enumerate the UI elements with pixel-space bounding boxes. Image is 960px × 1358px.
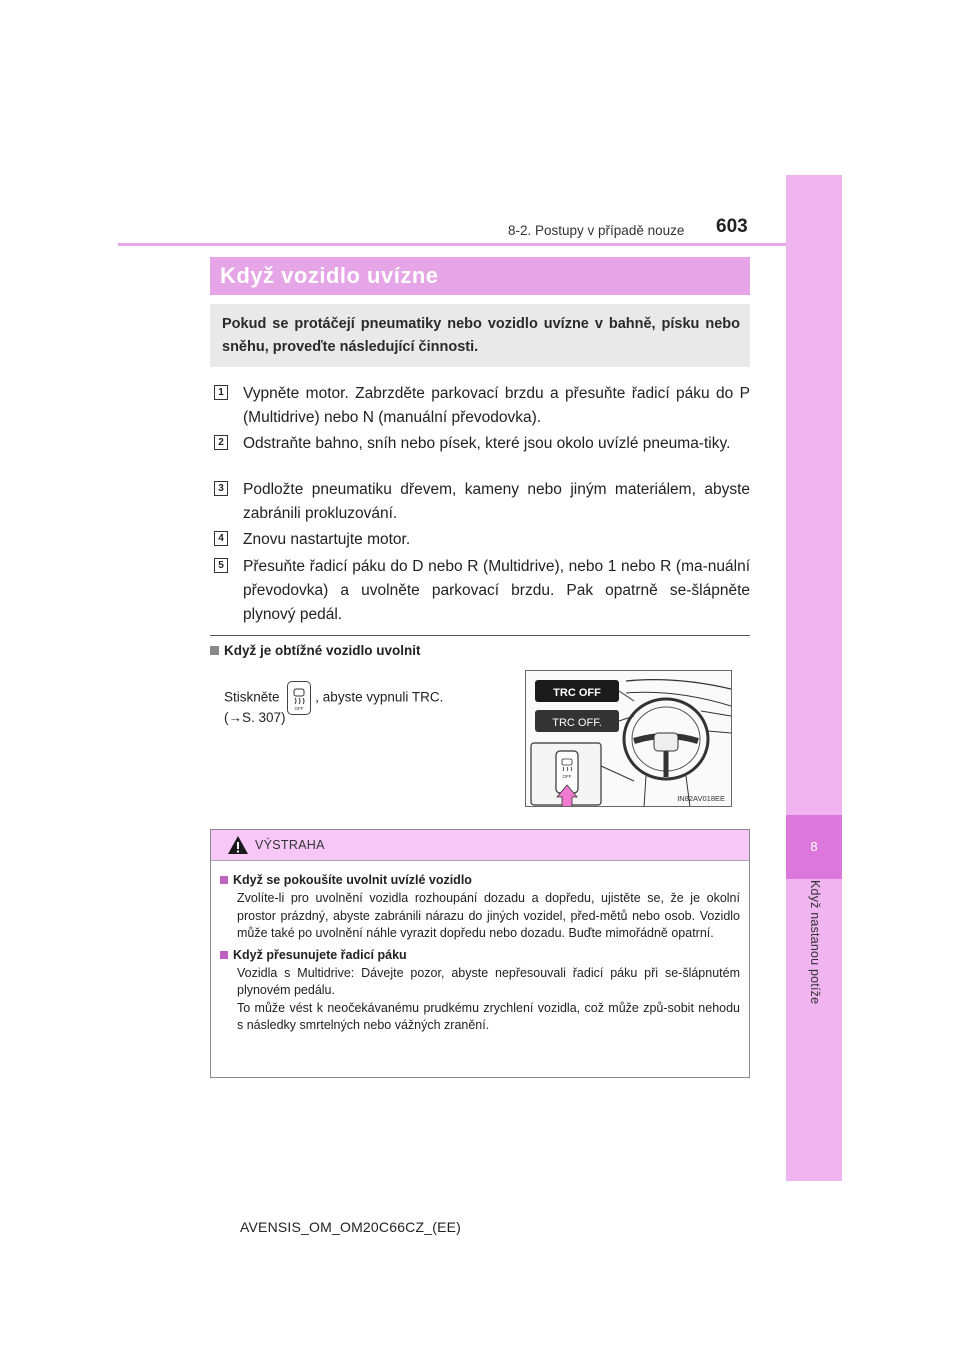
step-text-1: Vypněte motor. Zabrzděte parkovací brzdu a přesuňte řadicí páku do P (Multidrive) nebo N (manuální převodovka). bbox=[243, 385, 750, 426]
intro-box: Pokud se protáčejí pneumatiky nebo vozidlo uvízne v bahně, písku nebo sněhu, proveďte následující činnosti. bbox=[210, 304, 750, 367]
page-number: 603 bbox=[716, 216, 748, 237]
press-instruction: Stiskněte OFF , abyste vypnuli TRC. bbox=[224, 681, 443, 715]
section-divider bbox=[210, 635, 750, 636]
tip-heading: Když je obtížné vozidlo uvolnit bbox=[210, 643, 421, 658]
warning-box bbox=[210, 829, 750, 1078]
page-reference: (→S. 307) bbox=[224, 710, 286, 725]
warning-paragraph: Vozidla s Multidrive: Dávejte pozor, abyste nepřesouvali řadicí páku při se-šlápnutém plynovém pedálu. bbox=[237, 965, 740, 997]
warning-title: VÝSTRAHA bbox=[255, 838, 325, 852]
step-4 bbox=[214, 528, 750, 552]
step-text-4: Znovu nastartujte motor. bbox=[243, 531, 411, 548]
trc-off-label-2: TRC OFF. bbox=[552, 717, 602, 729]
step-text-3: Podložte pneumatiku dřevem, kameny nebo jiným materiálem, abyste zabránili prokluzování. bbox=[243, 481, 750, 522]
step-text-2: Odstraňte bahno, sníh nebo písek, které jsou okolo uvízlé pneuma-tiky. bbox=[243, 435, 731, 452]
trc-off-label-1: TRC OFF bbox=[553, 687, 601, 699]
step-number-1: 1 bbox=[214, 385, 228, 400]
svg-text:OFF: OFF bbox=[294, 706, 304, 711]
square-bullet-icon bbox=[220, 876, 228, 884]
square-bullet-icon bbox=[220, 951, 228, 959]
warning-subheading-1: Když se pokoušíte uvolnit uvízlé vozidlo bbox=[220, 871, 740, 890]
step-2 bbox=[214, 432, 750, 456]
illustration-code: IN82AV018EE bbox=[677, 794, 725, 803]
warning-triangle-icon bbox=[227, 835, 249, 860]
step-number-3: 3 bbox=[214, 481, 228, 496]
warning-paragraph: Zvolíte-li pro uvolnění vozidla rozhoupání dozadu a dopředu, ujistěte se, že je okolní prostor prázdný, abyste zabránili nárazu do jiných vozidel, před-mětů nebo osob. Vozidlo může také po uvolnění náhle vyrazit dopředu nebo dozadu. Buďte mimořádně opatrní. bbox=[237, 891, 740, 940]
step-number-2: 2 bbox=[214, 435, 228, 450]
warning-paragraph: To může vést k neočekávanému prudkému zrychlení vozidla, což může způ-sobit nehodu s následky smrtelných nebo vážných zranění. bbox=[237, 1000, 740, 1032]
warning-header bbox=[211, 830, 749, 861]
chapter-title: Když nastanou potíže bbox=[808, 880, 822, 1005]
step-1 bbox=[214, 382, 750, 430]
warning-subheading-2: Když přesunujete řadicí páku bbox=[220, 946, 740, 965]
trc-off-illustration bbox=[525, 670, 732, 807]
page-title: Když vozidlo uvízne bbox=[210, 257, 750, 295]
step-number-5: 5 bbox=[214, 558, 228, 573]
switch-off-text: OFF bbox=[562, 774, 572, 779]
square-bullet-icon bbox=[210, 646, 219, 655]
step-3 bbox=[214, 478, 750, 526]
chapter-number: 8 bbox=[786, 815, 842, 879]
step-number-4: 4 bbox=[214, 531, 228, 546]
step-5 bbox=[214, 555, 750, 627]
step-text-5: Přesuňte řadicí páku do D nebo R (Multidrive), nebo 1 nebo R (ma-nuální převodovka) a uvolněte parkovací brzdu. Pak opatrně se-šlápněte plynový pedál. bbox=[243, 558, 750, 623]
header-divider bbox=[118, 243, 786, 246]
section-reference: 8-2. Postupy v případě nouze bbox=[508, 223, 685, 238]
document-code: AVENSIS_OM_OM20C66CZ_(EE) bbox=[240, 1219, 462, 1235]
trc-off-button-icon bbox=[287, 681, 311, 715]
